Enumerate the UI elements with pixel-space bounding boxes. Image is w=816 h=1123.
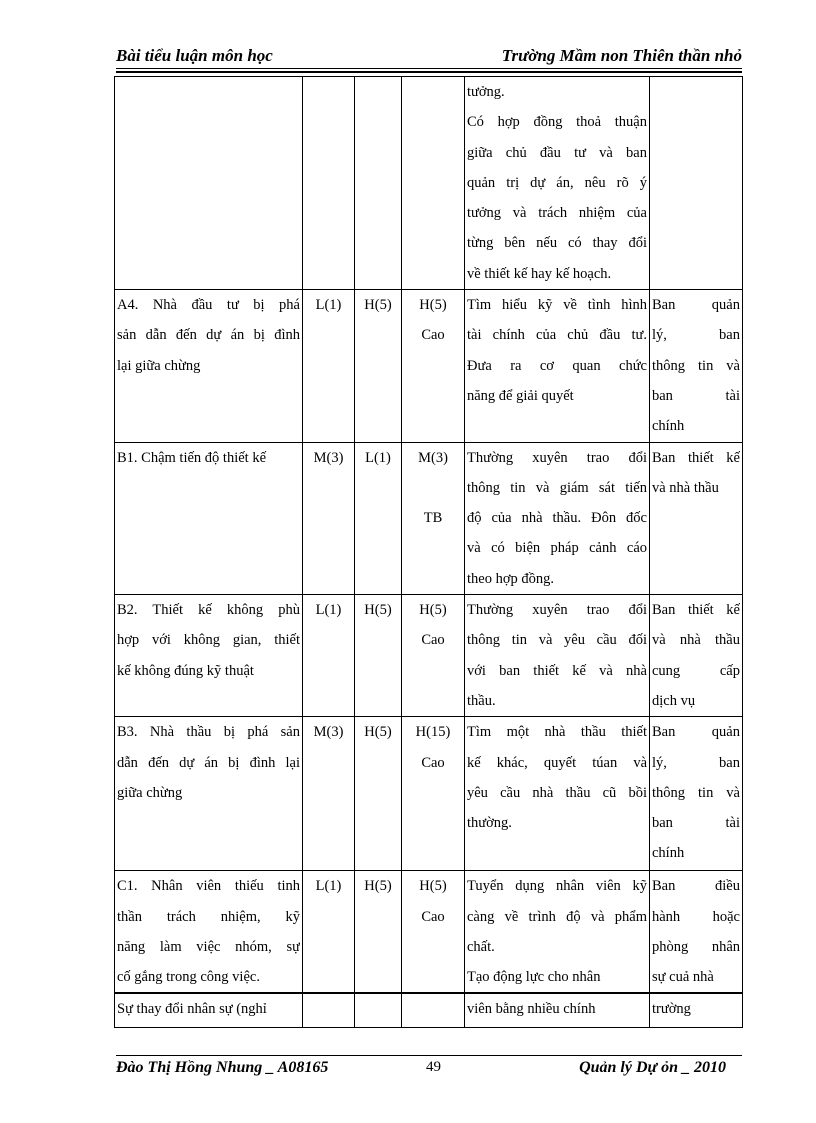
cell-line: C1. Nhân viên thiếu tinh bbox=[117, 878, 300, 895]
cell-line: H(5) bbox=[419, 297, 447, 314]
cell-line: thường. bbox=[467, 815, 512, 832]
cell-line: Có hợp đồng thoả thuận bbox=[467, 114, 647, 131]
cell-line: cố gắng trong công việc. bbox=[117, 969, 260, 986]
cell-line: Ban thiết kế bbox=[652, 449, 740, 466]
cell-line: H(5) bbox=[364, 724, 392, 741]
owner-cell bbox=[650, 871, 743, 994]
risk-table bbox=[114, 76, 743, 1028]
cell-line: thông tin và yêu cầu đối bbox=[467, 632, 647, 649]
probability-cell bbox=[303, 290, 355, 442]
cell-line bbox=[404, 473, 462, 503]
measure-cell bbox=[465, 993, 650, 1027]
risk-level-cell bbox=[402, 77, 465, 290]
cell-line: càng về trình độ và phẩm bbox=[467, 908, 647, 925]
cell-line: Tuyển dụng nhân viên kỹ bbox=[467, 878, 647, 895]
cell-line: Ban thiết kế bbox=[652, 602, 740, 619]
cell-line: kế không đúng kỹ thuật bbox=[117, 662, 254, 679]
cell-line: sự cuả nhà bbox=[652, 969, 714, 986]
table-row bbox=[115, 442, 743, 594]
cell-line: năng làm việc nhóm, sự bbox=[117, 938, 300, 955]
cell-line: độ của nhà thầu. Đôn đốc bbox=[467, 510, 647, 527]
cell-line: A4. Nhà đầu tư bị phá bbox=[117, 297, 300, 314]
table-row bbox=[115, 595, 743, 717]
cell-line: và nhà thầu bbox=[652, 479, 719, 496]
cell-line: tưởng. bbox=[467, 84, 505, 100]
header-left: Bài tiểu luận môn học bbox=[116, 46, 273, 65]
risk-cell bbox=[115, 993, 303, 1027]
cell-line: M(3) bbox=[418, 449, 448, 466]
cell-line: lý, ban bbox=[652, 754, 740, 771]
probability-cell bbox=[303, 717, 355, 871]
impact-cell bbox=[355, 717, 402, 871]
cell-line: chính bbox=[652, 418, 685, 435]
cell-line: năng để giải quyết bbox=[467, 387, 574, 404]
risk-cell bbox=[115, 290, 303, 442]
measure-cell bbox=[465, 290, 650, 442]
cell-line: và nhà thầu bbox=[652, 632, 740, 649]
header-rule bbox=[116, 68, 742, 69]
table-row bbox=[115, 717, 743, 871]
probability-cell bbox=[303, 993, 355, 1027]
cell-line: hợp với không gian, thiết bbox=[117, 632, 300, 649]
risk-level-cell bbox=[402, 871, 465, 994]
risk-level-cell bbox=[402, 290, 465, 442]
cell-line: chất. bbox=[467, 938, 495, 955]
risk-cell bbox=[115, 77, 303, 290]
probability-cell bbox=[303, 77, 355, 290]
risk-level-cell bbox=[402, 717, 465, 871]
cell-line: B2. Thiết kế không phù bbox=[117, 602, 300, 619]
cell-line: Ban quản bbox=[652, 297, 740, 314]
owner-cell bbox=[650, 993, 743, 1027]
cell-line: Cao bbox=[421, 754, 445, 771]
cell-line: lại giữa chừng bbox=[117, 357, 201, 374]
cell-line: ban tài bbox=[652, 387, 740, 404]
footer-course: Quản lý Dự ỏn _ 2010 bbox=[579, 1059, 726, 1076]
cell-line: về thiết kế hay kế hoạch. bbox=[467, 265, 612, 282]
cell-line: L(1) bbox=[315, 602, 342, 619]
table-row bbox=[115, 993, 743, 1027]
cell-line: thông tin và bbox=[652, 784, 740, 801]
impact-cell bbox=[355, 442, 402, 594]
impact-cell bbox=[355, 871, 402, 994]
cell-line: sản dẫn đến dự án bị đình bbox=[117, 327, 300, 344]
cell-line: H(15) bbox=[415, 724, 451, 741]
measure-cell bbox=[465, 77, 650, 290]
table-row bbox=[115, 77, 743, 290]
cell-line: thầu. bbox=[467, 692, 496, 709]
cell-line: từng bên nếu có thay đổi bbox=[467, 235, 647, 252]
impact-cell bbox=[355, 77, 402, 290]
page-header bbox=[116, 46, 742, 68]
owner-cell bbox=[650, 717, 743, 871]
probability-cell bbox=[303, 595, 355, 717]
footer-author: Đào Thị Hồng Nhung _ A08165 bbox=[116, 1059, 329, 1076]
risk-cell bbox=[115, 595, 303, 717]
owner-cell bbox=[650, 290, 743, 442]
cell-line: H(5) bbox=[364, 297, 392, 314]
cell-line: phòng nhân bbox=[652, 938, 740, 955]
cell-line: ban tài bbox=[652, 815, 740, 832]
measure-cell bbox=[465, 717, 650, 871]
measure-cell bbox=[465, 871, 650, 994]
cell-line: tài chính của chủ đầu tư. bbox=[467, 327, 647, 344]
cell-line: dịch vụ bbox=[652, 692, 696, 709]
table-row bbox=[115, 871, 743, 994]
cell-line: H(5) bbox=[364, 602, 392, 619]
cell-line: Tạo động lực cho nhân bbox=[467, 969, 601, 986]
footer-rule bbox=[116, 1055, 742, 1056]
cell-line: viên bằng nhiều chính bbox=[467, 1001, 596, 1018]
risk-level-cell bbox=[402, 595, 465, 717]
measure-cell bbox=[465, 442, 650, 594]
cell-line: L(1) bbox=[315, 878, 342, 895]
cell-line: Cao bbox=[421, 908, 445, 925]
page-footer bbox=[116, 1057, 742, 1081]
cell-line: theo hợp đồng. bbox=[467, 570, 555, 587]
owner-cell bbox=[650, 442, 743, 594]
owner-cell bbox=[650, 595, 743, 717]
cell-line: Tìm hiểu kỹ về tình hình bbox=[467, 297, 647, 314]
cell-line: Sự thay đổi nhân sự (nghỉ bbox=[117, 1001, 267, 1018]
cell-line: H(5) bbox=[419, 602, 447, 619]
header-right: Trường Mầm non Thiên thần nhỏ bbox=[501, 46, 742, 65]
cell-line: Đưa ra cơ quan chức bbox=[467, 357, 647, 374]
cell-line: giữa chủ đầu tư và ban bbox=[467, 144, 647, 161]
risk-cell bbox=[115, 442, 303, 594]
impact-cell bbox=[355, 290, 402, 442]
risk-level-cell bbox=[402, 442, 465, 594]
cell-line: yêu cầu nhà thầu cũ bồi bbox=[467, 784, 647, 801]
cell-line: cung cấp bbox=[652, 662, 740, 679]
cell-line: và có biện pháp cảnh cáo bbox=[467, 540, 647, 557]
cell-line: Ban quản bbox=[652, 724, 740, 741]
cell-line: M(3) bbox=[313, 724, 344, 741]
page-number: 49 bbox=[426, 1059, 441, 1075]
impact-cell bbox=[355, 595, 402, 717]
owner-cell bbox=[650, 77, 743, 290]
cell-line: dẫn đến dự án bị đình lại bbox=[117, 754, 300, 771]
impact-cell bbox=[355, 993, 402, 1027]
risk-level-cell bbox=[402, 993, 465, 1027]
cell-line: Ban điều bbox=[652, 878, 740, 895]
cell-line: B3. Nhà thầu bị phá sản bbox=[117, 724, 300, 741]
cell-line: M(3) bbox=[313, 449, 344, 466]
risk-cell bbox=[115, 717, 303, 871]
cell-line: Cao bbox=[421, 327, 445, 344]
cell-line: Tìm một nhà thầu thiết bbox=[467, 724, 647, 741]
cell-line: lý, ban bbox=[652, 327, 740, 344]
cell-line: Thường xuyên trao đổi bbox=[467, 449, 647, 466]
cell-line: trường bbox=[652, 1001, 691, 1018]
cell-line: thông tin và bbox=[652, 357, 740, 374]
cell-line: kế khác, quyết túan và bbox=[467, 754, 647, 771]
cell-line: L(1) bbox=[315, 297, 342, 314]
probability-cell bbox=[303, 442, 355, 594]
cell-line: Cao bbox=[421, 632, 445, 649]
cell-line: TB bbox=[423, 510, 443, 527]
cell-line: Thường xuyên trao đổi bbox=[467, 602, 647, 619]
cell-line: thông tin và giám sát tiến bbox=[467, 479, 647, 496]
cell-line: thần trách nhiệm, kỹ bbox=[117, 908, 300, 925]
cell-line: B1. Chậm tiến độ thiết kế bbox=[117, 449, 267, 466]
cell-line: tưởng và trách nhiệm của bbox=[467, 205, 647, 222]
cell-line: hành hoặc bbox=[652, 908, 740, 925]
measure-cell bbox=[465, 595, 650, 717]
cell-line: L(1) bbox=[365, 449, 391, 466]
header-rule-thick bbox=[116, 71, 742, 73]
cell-line: quản trị dự án, nêu rõ ý bbox=[467, 174, 647, 191]
cell-line: H(5) bbox=[419, 878, 447, 895]
table-row bbox=[115, 290, 743, 442]
probability-cell bbox=[303, 871, 355, 994]
cell-line: H(5) bbox=[364, 878, 392, 895]
risk-cell bbox=[115, 871, 303, 994]
cell-line: chính bbox=[652, 845, 685, 862]
cell-line: giữa chừng bbox=[117, 784, 183, 801]
cell-line: với ban thiết kế và nhà bbox=[467, 662, 647, 679]
